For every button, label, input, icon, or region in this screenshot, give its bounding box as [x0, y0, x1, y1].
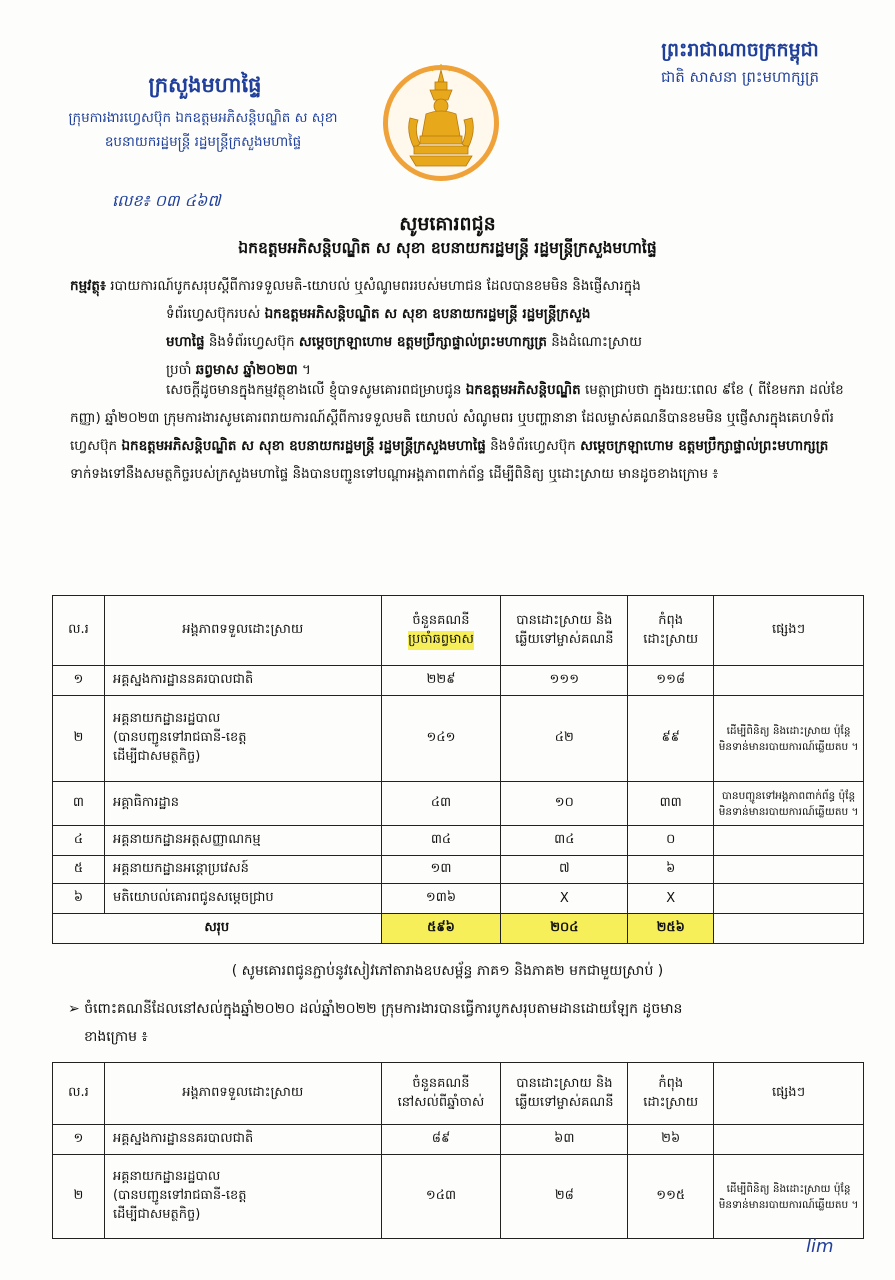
- cell-total: ១៣៦: [381, 884, 501, 914]
- body-p3: និងទំព័រហ្វេសប៊ុក: [490, 438, 576, 454]
- cell-solved: ៦៣: [501, 1125, 628, 1155]
- body-p4: ទាក់ទងទៅនឹងសមត្ថកិច្ចរបស់ក្រសួងមហាផ្ទៃ និងបានបញ្ជូនទៅបណ្តាអង្គភាពពាក់ព័ន្ធ ដើម្បីពិនិត្យ ឬដោះស្រាយ មានដូចខាងក្រោម ៖: [70, 466, 719, 482]
- subject-label: កម្មវត្ថុ៖: [70, 278, 106, 294]
- table-row: [53, 696, 864, 782]
- subject-line-3d: និងដំណោះស្រាយ: [551, 334, 642, 350]
- cell-unit: អគ្គស្នងការដ្ឋាននគរបាលជាតិ: [104, 1125, 381, 1155]
- sum-total: ៥៩៦: [381, 914, 501, 944]
- col-no: ល.រ: [53, 596, 105, 666]
- subject-line-3a: មហាផ្ទៃ: [166, 334, 205, 350]
- cell-unit-line2: (បានបញ្ជូនទៅរាជធានី-ខេត្ត: [112, 730, 247, 745]
- cell-other: [714, 1125, 864, 1155]
- cell-no: ៦: [53, 884, 105, 914]
- subject-line-4c: ។: [301, 362, 311, 378]
- handwritten-initials: lim: [806, 1236, 834, 1257]
- table-sum-row: [53, 914, 864, 944]
- cell-total: ៤៣: [381, 782, 501, 826]
- cell-no: ៥: [53, 856, 105, 884]
- note-line2: មិនទាន់មានរបាយការណ៍ឆ្លើយតប ។: [718, 1198, 859, 1211]
- sum-label: សរុប: [53, 914, 382, 944]
- bullet-arrow-icon: ➢: [68, 1001, 85, 1017]
- annex-caption: ( សូមគោរពជូនភ្ជាប់នូវសៀវភៅតារាងឧបសម្ព័ន្ធ ភាគ១ និងភាគ២ មកជាមួយស្រាប់ ): [231, 963, 664, 979]
- cell-other: [714, 856, 864, 884]
- col-solved-line2: ឆ្លើយទៅម្ចាស់គណនី: [515, 631, 614, 647]
- col-other: ផ្សេងៗ: [714, 1063, 864, 1125]
- workgroup-line-1: ក្រុមការងារហ្វេសប៊ុក ឯកឧត្តមអភិសន្តិបណ្ឌិត ស សុខា: [68, 110, 338, 126]
- workgroup-name: [18, 106, 388, 154]
- royal-emblem-icon: [380, 62, 502, 184]
- note-line2: មិនទាន់មានរបាយការណ៍ឆ្លើយតប ។: [718, 805, 859, 818]
- sum-other: [714, 914, 864, 944]
- cell-unit-line1: អគ្គនាយកដ្ឋានរដ្ឋបាល: [112, 1169, 221, 1184]
- table-header-row: [53, 596, 864, 666]
- col-pending-line2: ដោះស្រាយ: [643, 631, 699, 647]
- kingdom-title: ព្រះរាជាណាចក្រកម្ពុជា: [661, 39, 819, 61]
- greeting: សូមគោរពជូន: [399, 213, 496, 235]
- cell-total: ១៤១: [381, 696, 501, 782]
- ministry-title: ក្រសួងមហាផ្ទៃ: [148, 73, 262, 97]
- cell-total: ១៤៣: [381, 1155, 501, 1239]
- col-other: ផ្សេងៗ: [714, 596, 864, 666]
- body-p1b: ឯកឧត្តមអភិសន្តិបណ្ឌិត: [465, 382, 581, 398]
- subject-block: [70, 272, 860, 384]
- subject-line-4b: ឆព្វមាស ឆ្នាំ២០២៣: [195, 362, 298, 378]
- col-solved-line2: ឆ្លើយទៅម្ចាស់គណនី: [515, 1094, 614, 1110]
- cell-total: ១៣: [381, 856, 501, 884]
- body-p3b: សម្តេចក្រឡាហោម ឧត្តមប្រឹក្សាផ្ទាល់ព្រះមហាក្សត្រ: [580, 438, 829, 454]
- col-solved: [501, 1063, 628, 1125]
- col-unit: អង្គភាពទទួលដោះស្រាយ: [104, 1063, 381, 1125]
- note-line1: ដើម្បីពិនិត្យ និងដោះស្រាយ ប៉ុន្តែ: [726, 724, 851, 737]
- cell-unit: អគ្គនាយកដ្ឋានអន្តោប្រវេសន៍: [104, 856, 381, 884]
- body-p2b: ឯកឧត្តមអភិសន្តិបណ្ឌិត ស សុខា ឧបនាយករដ្ឋមន្ត្រី រដ្ឋមន្ត្រីក្រសួងមហាផ្ទៃ: [121, 438, 486, 454]
- col-total-line2: ប្រចាំឆព្វមាស: [408, 631, 474, 650]
- cell-total: ៨៩: [381, 1125, 501, 1155]
- document-number: លេខ៖ ០៣ ៤៦៧: [112, 191, 221, 210]
- cell-unit: [104, 696, 381, 782]
- col-pending-line1: កំពុង: [658, 1075, 684, 1091]
- body-p1: សេចក្តីដូចមានក្នុងកម្មវត្ថុខាងលើ ខ្ញុំបាទសូមគោរពជម្រាបជូន: [166, 382, 462, 398]
- bullet-paragraph: [68, 995, 863, 1051]
- col-unit: អង្គភាពទទួលដោះស្រាយ: [104, 596, 381, 666]
- note-line1: ដើម្បីពិនិត្យ និងដោះស្រាយ ប៉ុន្តែ: [726, 1182, 851, 1195]
- subject-line-2b: ឯកឧត្តមអភិសន្តិបណ្ឌិត ស សុខា ឧបនាយករដ្ឋមន្ត្រី រដ្ឋមន្ត្រីក្រសួង: [264, 306, 591, 322]
- col-total: [381, 1063, 501, 1125]
- col-total: [381, 596, 501, 666]
- cell-solved: ១០: [501, 782, 628, 826]
- bullet-line-2: ខាងក្រោម ៖: [84, 1029, 148, 1045]
- cell-solved: ៧: [501, 856, 628, 884]
- table-row: [53, 856, 864, 884]
- cell-other: [714, 782, 864, 826]
- cell-solved: ៤២: [501, 696, 628, 782]
- cell-unit-line2: (បានបញ្ជូនទៅរាជធានី-ខេត្ត: [112, 1188, 247, 1203]
- cell-unit: អគ្គាធិការដ្ឋាន: [104, 782, 381, 826]
- col-pending: [628, 596, 714, 666]
- cell-pending: ៦: [628, 856, 714, 884]
- subject-line-4a: ប្រចាំ: [166, 362, 192, 378]
- cell-other: [714, 884, 864, 914]
- cell-other: [714, 696, 864, 782]
- col-pending-line2: ដោះស្រាយ: [643, 1094, 699, 1110]
- note-line2: មិនទាន់មានរបាយការណ៍ឆ្លើយតប ។: [718, 740, 859, 753]
- cell-pending: ៣៣: [628, 782, 714, 826]
- cell-pending: X: [628, 884, 714, 914]
- cell-no: ១: [53, 1125, 105, 1155]
- col-solved-line1: បានដោះស្រាយ និង: [516, 1075, 613, 1091]
- cell-total: ៣៤: [381, 826, 501, 856]
- cell-no: ៣: [53, 782, 105, 826]
- summary-table-2023: [52, 595, 864, 944]
- cell-pending: ១១៨: [628, 666, 714, 696]
- cell-unit-line3: ដើម្បីជាសមត្ថកិច្ច): [112, 1207, 201, 1222]
- sum-solved: ២០៤: [501, 914, 628, 944]
- cell-pending: ៩៩: [628, 696, 714, 782]
- col-solved-line1: បានដោះស្រាយ និង: [516, 612, 613, 628]
- recipient: ឯកឧត្តមអភិសន្តិបណ្ឌិត ស សុខា ឧបនាយករដ្ឋមន្ត្រី រដ្ឋមន្ត្រីក្រសួងមហាផ្ទៃ: [238, 239, 657, 257]
- cell-unit: អគ្គនាយកដ្ឋានអត្តសញ្ញាណកម្ម: [104, 826, 381, 856]
- table-row: [53, 782, 864, 826]
- cell-solved: ២៨: [501, 1155, 628, 1239]
- col-solved: [501, 596, 628, 666]
- cell-pending: ១១៥: [628, 1155, 714, 1239]
- cell-solved: ៣៤: [501, 826, 628, 856]
- subject-line-1: របាយការណ៍បូកសរុបស្តីពីការទទួលមតិ-យោបល់ ឬសំណូមពររបស់មហាជន ដែលបានខមមិន និងផ្ញើសារក្នុង: [110, 278, 641, 294]
- workgroup-line-2: ឧបនាយករដ្ឋមន្ត្រី រដ្ឋមន្ត្រីក្រសួងមហាផ្ទៃ: [104, 134, 302, 150]
- sum-pending: ២៥៦: [628, 914, 714, 944]
- cell-solved: X: [501, 884, 628, 914]
- table-row: [53, 884, 864, 914]
- cell-unit: អគ្គស្នងការដ្ឋាននគរបាលជាតិ: [104, 666, 381, 696]
- table-row: [53, 666, 864, 696]
- subject-line-2a: ទំព័រហ្វេសប៊ុករបស់: [166, 306, 261, 322]
- table-row: [53, 1155, 864, 1239]
- cell-unit: [104, 1155, 381, 1239]
- cell-other: [714, 1155, 864, 1239]
- table-header-row: [53, 1063, 864, 1125]
- cell-no: ១: [53, 666, 105, 696]
- body-paragraph: [70, 376, 860, 488]
- col-pending: [628, 1063, 714, 1125]
- cell-pending: ០: [628, 826, 714, 856]
- cell-unit-line3: ដើម្បីជាសមត្ថកិច្ច): [112, 749, 201, 764]
- cell-solved: ១១១: [501, 666, 628, 696]
- cell-total: ២២៩: [381, 666, 501, 696]
- cell-no: ៤: [53, 826, 105, 856]
- cell-other: [714, 666, 864, 696]
- col-total-line1: ចំនួនគណនី: [412, 612, 470, 628]
- carryover-table-2020-2022: [52, 1062, 864, 1239]
- subject-line-3c: សម្តេចក្រឡាហោម ឧត្តមប្រឹក្សាផ្ទាល់ព្រះមហាក្សត្រ: [298, 334, 547, 350]
- col-no: ល.រ: [53, 1063, 105, 1125]
- note-line1: បានបញ្ជូនទៅអង្គភាពពាក់ព័ន្ធ ប៉ុន្តែ: [721, 789, 856, 802]
- bullet-line-1: ចំពោះគណនីដែលនៅសល់ក្នុងឆ្នាំ២០២០ ដល់ឆ្នាំ២០២២ ក្រុមការងារបានធ្វើការបូកសរុបតាមដានដោយឡែក ដូចមាន: [84, 1001, 683, 1017]
- subject-line-3b: និងទំព័រហ្វេសប៊ុក: [208, 334, 295, 350]
- cell-no: ២: [53, 1155, 105, 1239]
- cell-other: [714, 826, 864, 856]
- body-p2: មេត្តាជ្រាបថា ក្នុងរយៈពេល ៩ខែ ( ពីខែមករា ដល់ខែកញ្ញា) ឆ្នាំ២០២៣ ក្រុមការងារសូមគោរពរាយការណ៍ស្តីពីការទទួលមតិ យោបល់ សំណូមពរ ឬបញ្ហានានា ដែលម្ចាស់គណនីបានខមមិន ឬផ្ញើសារក្នុងគេហទំព័រហ្វេសប៊ុក: [70, 382, 844, 454]
- col-pending-line1: កំពុង: [658, 612, 684, 628]
- table-row: [53, 1125, 864, 1155]
- cell-pending: ២៦: [628, 1125, 714, 1155]
- cell-no: ២: [53, 696, 105, 782]
- col-total-line2: នៅសល់ពីឆ្នាំចាស់: [397, 1094, 485, 1110]
- cell-unit-line1: អគ្គនាយកដ្ឋានរដ្ឋបាល: [112, 711, 221, 726]
- col-total-line1: ចំនួនគណនី: [412, 1075, 470, 1091]
- cell-unit: មតិយោបល់គោរពជូនសម្តេចជ្រាប: [104, 884, 381, 914]
- table-row: [53, 826, 864, 856]
- kingdom-motto: ជាតិ សាសនា ព្រះមហាក្សត្រ: [660, 68, 820, 86]
